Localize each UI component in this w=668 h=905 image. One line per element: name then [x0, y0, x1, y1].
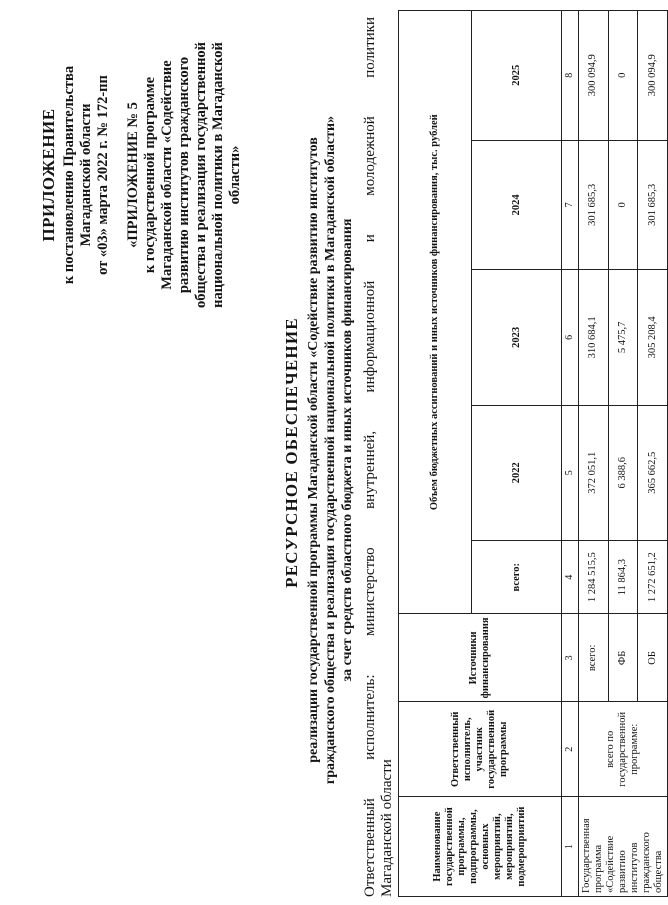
document-title: РЕСУРСНОЕ ОБЕСПЕЧЕНИЕ [282, 317, 301, 588]
total-cell: 1 284 515,5 [579, 541, 609, 614]
year-cell: 372 051,1 [579, 405, 609, 540]
year-cell: 5 475,7 [608, 270, 638, 405]
column-number: 2 [562, 702, 579, 797]
appendix-sub-line: Магаданской области «Содействие [159, 60, 175, 290]
appendix-line: Магаданской области [78, 103, 94, 247]
column-number: 8 [562, 11, 579, 141]
year-cell: 365 662,5 [638, 405, 668, 540]
subtitle-line: гражданского общества и реализация государственной национальной политики в Магаданской области» [323, 115, 338, 785]
resource-table [398, 10, 668, 897]
subtitle-line: за счет средств областного бюджета и иных источников финансирования [340, 218, 355, 682]
column-number: 7 [562, 140, 579, 270]
header-executor: Ответственный исполнитель, участник государственной программы [399, 702, 562, 797]
header-program-name: Наименование государственной программы, подпрограммы, основных мероприятий, мероприятий, подмероприятий [399, 797, 562, 897]
column-number: 5 [562, 405, 579, 540]
year-cell: 6 388,6 [608, 405, 638, 540]
appendix-block [40, 10, 244, 340]
document-subtitle [305, 80, 356, 820]
year-cell: 310 684,1 [579, 270, 609, 405]
appendix-sub-line: области» [227, 145, 243, 205]
header-budget-group: Объем бюджетных ассигнований и иных источников финансирования, тыс. рублей [399, 11, 472, 614]
program-name-cell: Государственная программа «Содействие развитию институтов гражданского общества [579, 797, 668, 897]
source-cell: ОБ [638, 614, 668, 702]
header-year: 2022 [472, 405, 562, 540]
appendix-sub-line: к государственной программе [142, 76, 158, 274]
column-number: 4 [562, 541, 579, 614]
appendix-line: к постановлению Правительства [61, 65, 77, 285]
total-cell: 11 864,3 [608, 541, 638, 614]
appendix-sub-line: общества и реализация государственной [193, 41, 209, 309]
table-row [579, 11, 609, 897]
source-cell: ФБ [608, 614, 638, 702]
year-cell: 0 [608, 11, 638, 141]
header-year: 2024 [472, 140, 562, 270]
year-cell: 305 208,4 [638, 270, 668, 405]
appendix-date: от «03» марта 2022 г. № 172-пп [95, 75, 111, 275]
column-number: 6 [562, 270, 579, 405]
executor-cell: всего по государственной программе: [579, 702, 668, 797]
column-number: 1 [562, 797, 579, 897]
appendix-title: ПРИЛОЖЕНИЕ [39, 108, 58, 242]
subtitle-line: реализации государственной программы Магаданской области «Содействие развитию институтов [306, 137, 321, 763]
table-header-row [399, 11, 472, 897]
responsible-executor: Ответственный исполнитель: министерство внутренней, информационной и молодежной политики [362, 17, 378, 897]
header-year: 2023 [472, 270, 562, 405]
column-number: 3 [562, 614, 579, 702]
responsible-executor-cont: Магаданской области [379, 759, 395, 897]
appendix-sub-title: «ПРИЛОЖЕНИЕ № 5 [125, 102, 141, 248]
appendix-sub-line: развитию институтов гражданского [176, 56, 192, 294]
year-cell: 300 094,9 [579, 11, 609, 141]
header-source: Источники финансирования [399, 614, 562, 702]
appendix-sub-line: национальной политики в Магаданской [210, 42, 226, 308]
column-number-row [562, 11, 579, 897]
header-year: 2025 [472, 11, 562, 141]
year-cell: 0 [608, 140, 638, 270]
year-cell: 301 685,3 [638, 140, 668, 270]
year-cell: 300 094,9 [638, 11, 668, 141]
total-cell: 1 272 651,2 [638, 541, 668, 614]
source-cell: всего: [579, 614, 609, 702]
year-cell: 301 685,3 [579, 140, 609, 270]
header-total: всего: [472, 541, 562, 614]
